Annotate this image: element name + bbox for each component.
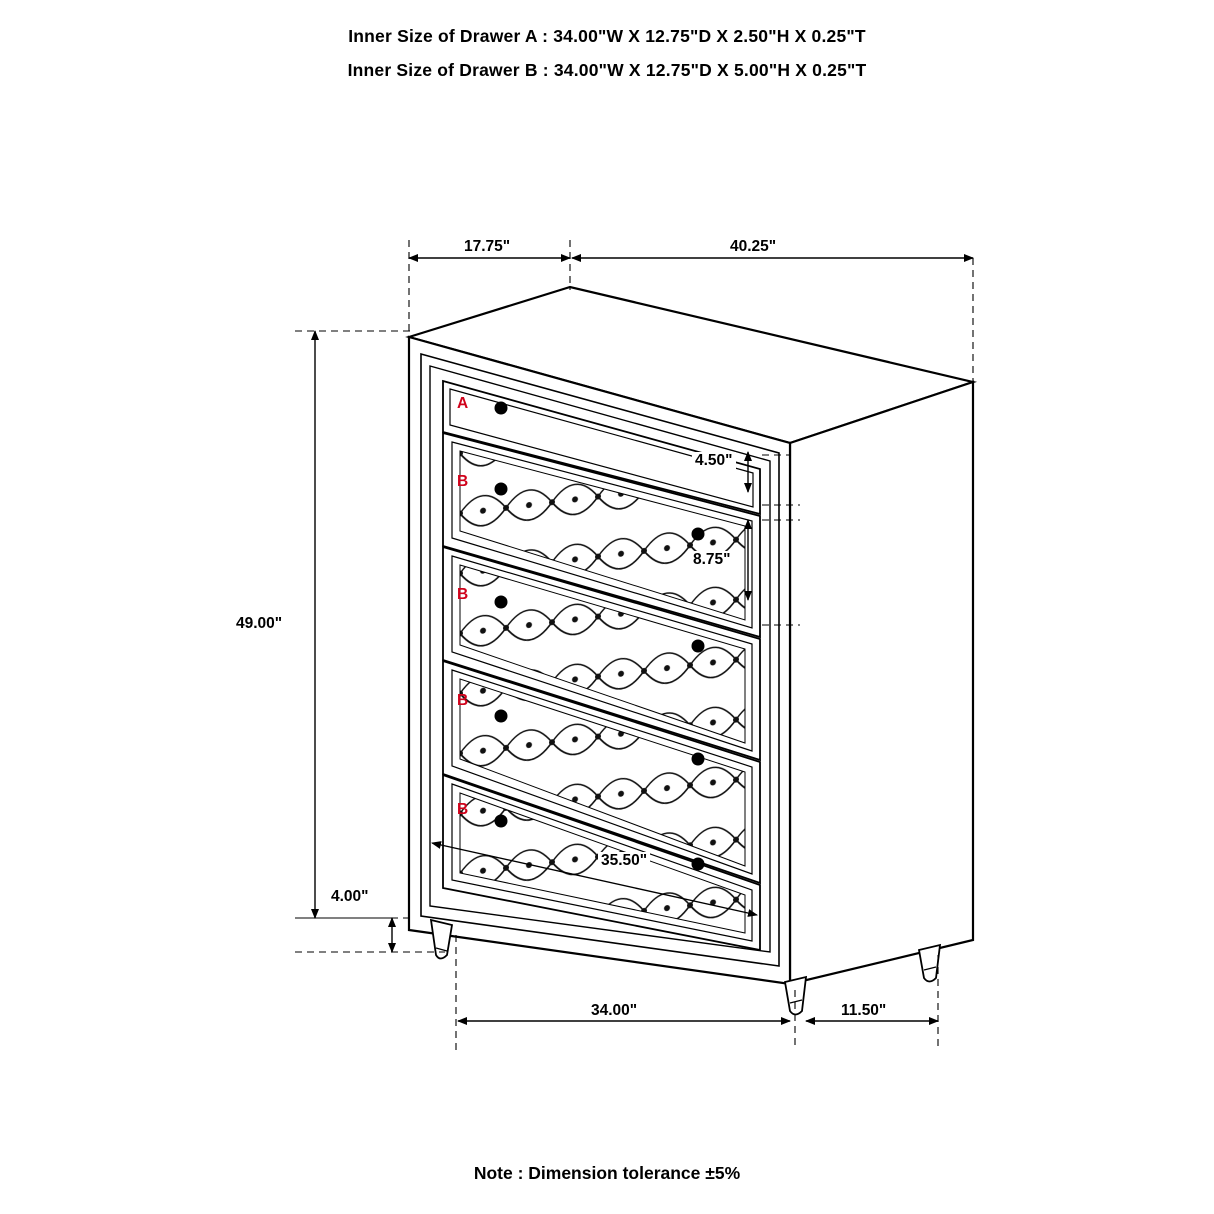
drawer-label-a: A <box>457 395 469 412</box>
dimension-depth-top: 17.75" <box>461 238 513 256</box>
tolerance-note: Note : Dimension tolerance ±5% <box>473 1163 741 1183</box>
drawer-a-inner-size-text: Inner Size of Drawer A : 34.00"W X 12.75"D X 2.50"H X 0.25"T <box>348 26 866 46</box>
dimension-depth-bottom: 11.50" <box>838 1002 889 1020</box>
dimension-width-top: 40.25" <box>727 238 779 256</box>
drawer-b-inner-size-text: Inner Size of Drawer B : 34.00"W X 12.75"D X 5.00"H X 0.25"T <box>347 60 867 80</box>
drawer-label-b1: B <box>457 473 469 490</box>
drawer-label-b2: B <box>457 586 469 603</box>
dimension-leg-height: 4.00" <box>328 888 372 906</box>
dimension-drawer-a-height: 4.50" <box>692 452 736 470</box>
dimension-height-total: 49.00" <box>233 615 285 633</box>
drawer-label-b4: B <box>457 801 469 818</box>
dimension-width-bottom: 34.00" <box>588 1002 640 1020</box>
dimension-drawer-b-height: 8.75" <box>690 551 734 569</box>
dimension-drawer-front-diagonal: 35.50" <box>598 852 650 870</box>
drawer-label-b3: B <box>457 692 469 709</box>
